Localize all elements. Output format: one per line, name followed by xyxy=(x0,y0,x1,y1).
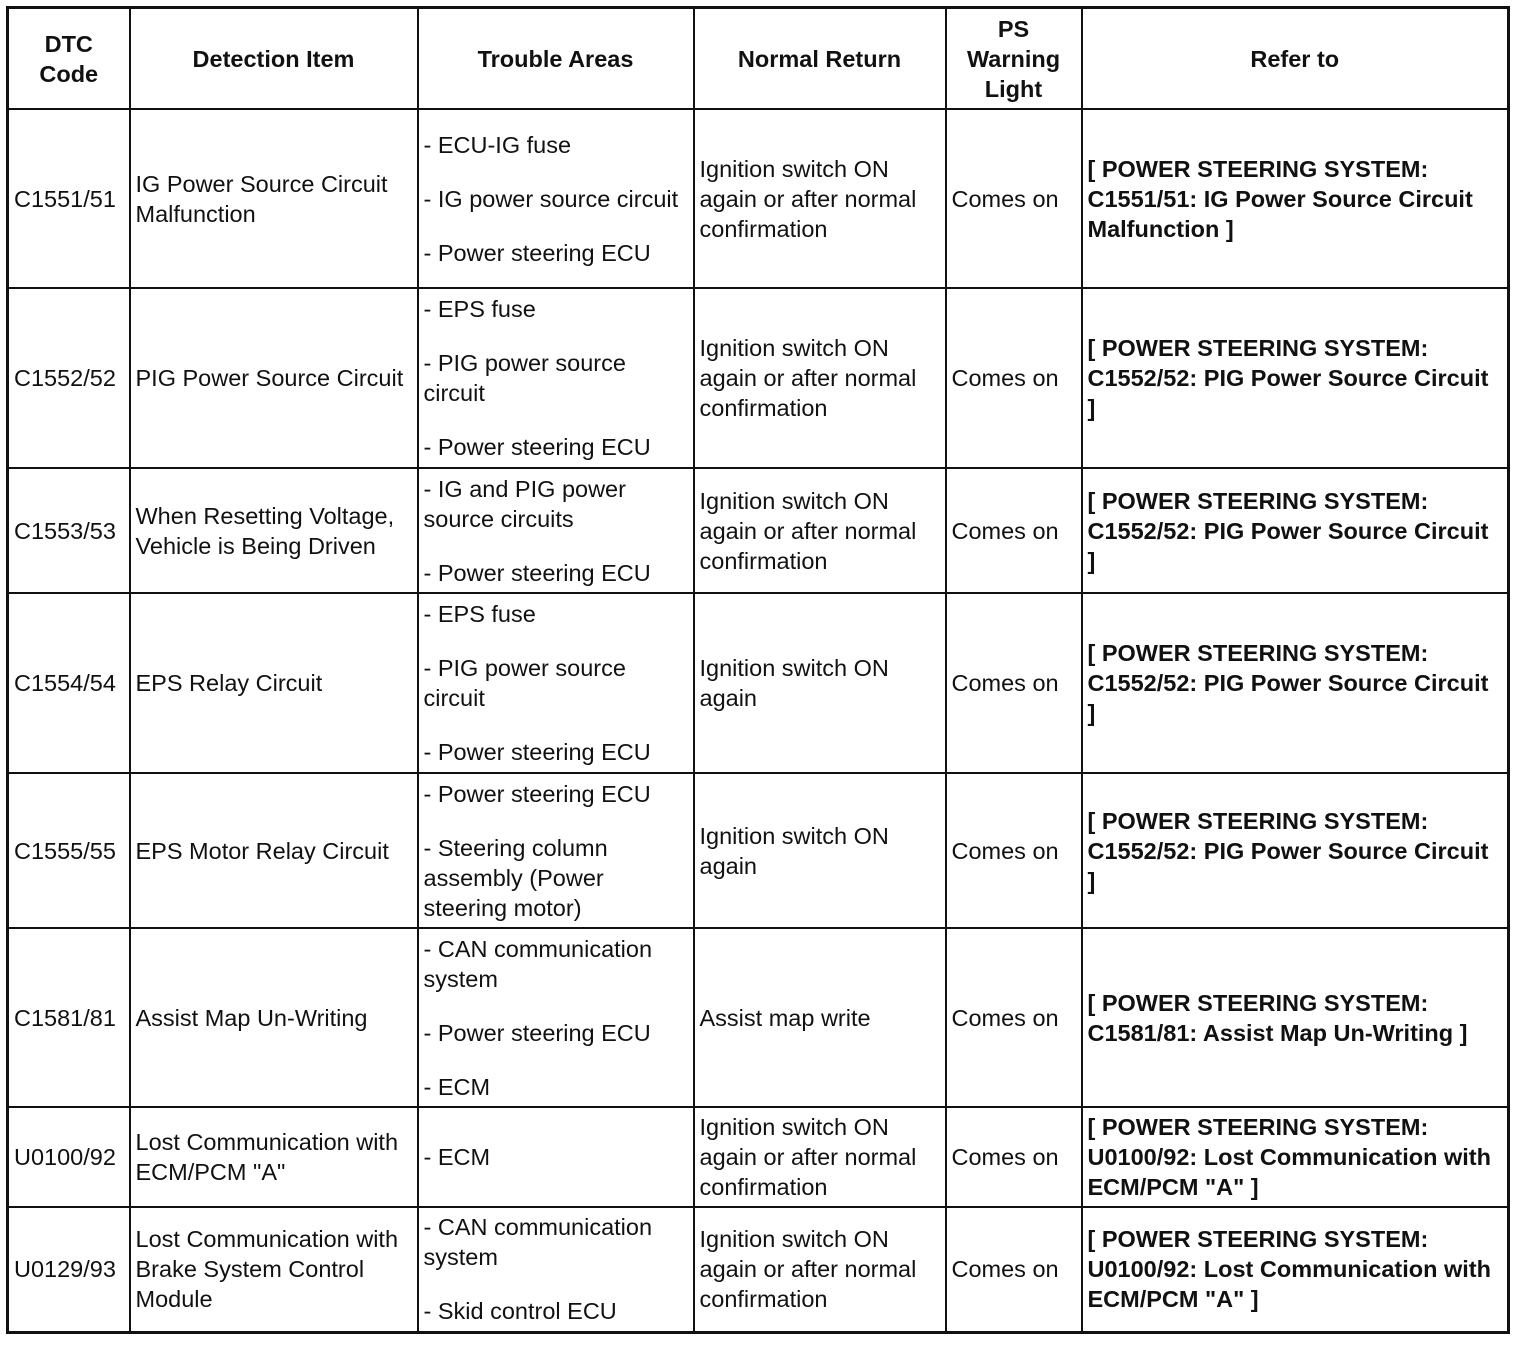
table-row xyxy=(8,593,1509,773)
table-row xyxy=(8,468,1509,593)
trouble-area-item: - CAN communication system xyxy=(423,1214,653,1271)
normal-return-cell: Ignition switch ON again xyxy=(694,773,946,928)
dtc-code-cell: U0129/93 xyxy=(8,1207,130,1332)
header-normal-return: Normal Return xyxy=(694,8,946,110)
normal-return-cell: Ignition switch ON again or after normal confirmation xyxy=(694,109,946,288)
warning-light-cell: Comes on xyxy=(946,1107,1082,1207)
header-refer-to: Refer to xyxy=(1082,8,1509,110)
detection-item-cell: When Resetting Voltage, Vehicle is Being Driven xyxy=(130,468,418,593)
trouble-area-item: - ECU-IG fuse xyxy=(423,131,572,158)
dtc-code-cell: C1581/81 xyxy=(8,928,130,1107)
refer-to-cell: [ POWER STEERING SYSTEM: C1551/51: IG Power Source Circuit Malfunction ] xyxy=(1082,109,1509,288)
table-row xyxy=(8,928,1509,1107)
detection-item-cell: Lost Communication with ECM/PCM "A" xyxy=(130,1107,418,1207)
trouble-area-item: - Power steering ECU xyxy=(423,739,651,765)
table-row xyxy=(8,288,1509,468)
dtc-code-cell: C1555/55 xyxy=(8,773,130,928)
trouble-areas-cell xyxy=(418,109,694,288)
warning-light-cell: Comes on xyxy=(946,288,1082,468)
dtc-code-cell: U0100/92 xyxy=(8,1107,130,1207)
table-row xyxy=(8,773,1509,928)
refer-to-cell: [ POWER STEERING SYSTEM: C1552/52: PIG Power Source Circuit ] xyxy=(1082,773,1509,928)
dtc-table xyxy=(6,6,1510,1334)
normal-return-cell: Assist map write xyxy=(694,928,946,1107)
dtc-code-cell: C1552/52 xyxy=(8,288,130,468)
detection-item-cell: EPS Motor Relay Circuit xyxy=(130,773,418,928)
trouble-area-item: - PIG power source circuit xyxy=(423,350,626,406)
trouble-area-item: - ECM xyxy=(423,1073,491,1100)
detection-item-cell: IG Power Source Circuit Malfunction xyxy=(130,109,418,288)
warning-light-cell: Comes on xyxy=(946,773,1082,928)
trouble-areas-cell xyxy=(418,468,694,593)
refer-to-cell: [ POWER STEERING SYSTEM: C1552/52: PIG Power Source Circuit ] xyxy=(1082,468,1509,593)
header-row xyxy=(8,8,1509,110)
refer-to-cell: [ POWER STEERING SYSTEM: C1552/52: PIG Power Source Circuit ] xyxy=(1082,288,1509,468)
trouble-area-item: - CAN communication system xyxy=(423,935,653,992)
trouble-area-item: - EPS fuse xyxy=(423,601,536,627)
header-ps-warning-light xyxy=(946,8,1082,110)
trouble-area-item: - IG and PIG power source circuits xyxy=(423,475,626,532)
detection-item-cell: EPS Relay Circuit xyxy=(130,593,418,773)
warning-light-cell: Comes on xyxy=(946,1207,1082,1332)
trouble-area-item: - Power steering ECU xyxy=(423,559,651,586)
trouble-area-item: - PIG power source circuit xyxy=(423,655,626,711)
detection-item-cell: Assist Map Un-Writing xyxy=(130,928,418,1107)
normal-return-cell: Ignition switch ON again xyxy=(694,593,946,773)
header-dtc-code xyxy=(8,8,130,110)
refer-to-cell: [ POWER STEERING SYSTEM: C1581/81: Assist Map Un-Writing ] xyxy=(1082,928,1509,1107)
warning-light-cell: Comes on xyxy=(946,593,1082,773)
dtc-code-cell: C1553/53 xyxy=(8,468,130,593)
warning-light-cell: Comes on xyxy=(946,109,1082,288)
trouble-areas-cell xyxy=(418,593,694,773)
warning-light-cell: Comes on xyxy=(946,468,1082,593)
table-row xyxy=(8,109,1509,288)
normal-return-cell: Ignition switch ON again or after normal confirmation xyxy=(694,1107,946,1207)
header-line: DTC xyxy=(44,30,93,57)
trouble-areas-cell xyxy=(418,928,694,1107)
trouble-areas-cell xyxy=(418,1207,694,1332)
trouble-areas-cell xyxy=(418,288,694,468)
table-row xyxy=(8,1107,1509,1207)
refer-to-cell: [ POWER STEERING SYSTEM: U0100/92: Lost Communication with ECM/PCM "A" ] xyxy=(1082,1207,1509,1332)
header-line: Light xyxy=(984,75,1043,102)
trouble-area-item: - ECM xyxy=(423,1144,491,1170)
trouble-areas-cell xyxy=(418,1107,694,1207)
dtc-code-cell: C1551/51 xyxy=(8,109,130,288)
trouble-area-item: - Steering column assembly (Power steering motor) xyxy=(423,834,608,921)
trouble-area-item: - IG power source circuit xyxy=(423,185,679,212)
trouble-area-item: - Power steering ECU xyxy=(423,1019,651,1046)
trouble-areas-cell xyxy=(418,773,694,928)
refer-to-cell: [ POWER STEERING SYSTEM: U0100/92: Lost Communication with ECM/PCM "A" ] xyxy=(1082,1107,1509,1207)
trouble-area-item: - Power steering ECU xyxy=(423,434,651,460)
header-line: Warning xyxy=(966,45,1061,72)
header-line: PS xyxy=(997,15,1030,42)
table-row xyxy=(8,1207,1509,1332)
refer-to-cell: [ POWER STEERING SYSTEM: C1552/52: PIG Power Source Circuit ] xyxy=(1082,593,1509,773)
detection-item-cell: Lost Communication with Brake System Control Module xyxy=(130,1207,418,1332)
trouble-area-item: - Power steering ECU xyxy=(423,239,651,266)
dtc-code-cell: C1554/54 xyxy=(8,593,130,773)
header-detection-item: Detection Item xyxy=(130,8,418,110)
trouble-area-item: - Skid control ECU xyxy=(423,1298,617,1325)
detection-item-cell: PIG Power Source Circuit xyxy=(130,288,418,468)
header-trouble-areas: Trouble Areas xyxy=(418,8,694,110)
trouble-area-item: - EPS fuse xyxy=(423,296,536,322)
trouble-area-item: - Power steering ECU xyxy=(423,780,651,807)
normal-return-cell: Ignition switch ON again or after normal confirmation xyxy=(694,1207,946,1332)
warning-light-cell: Comes on xyxy=(946,928,1082,1107)
normal-return-cell: Ignition switch ON again or after normal confirmation xyxy=(694,288,946,468)
header-line: Code xyxy=(39,60,99,87)
normal-return-cell: Ignition switch ON again or after normal confirmation xyxy=(694,468,946,593)
